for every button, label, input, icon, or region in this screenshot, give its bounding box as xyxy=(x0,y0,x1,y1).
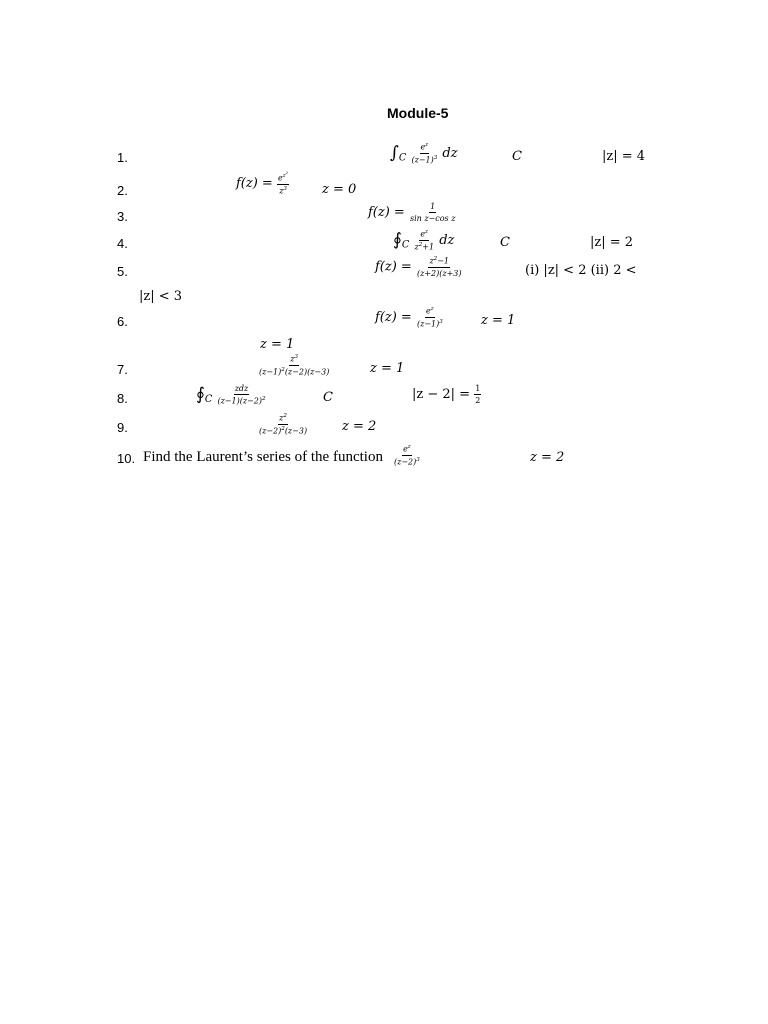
q1-fraction xyxy=(410,142,438,165)
q4-denominator: $z^2+1$ xyxy=(414,241,435,252)
q10-denominator: $(z-2)^3$ xyxy=(394,456,420,467)
item-number-1: 1. xyxy=(117,150,128,165)
q5-region-part2: |z| < 3 xyxy=(139,289,183,304)
q1-numerator: $e^z$ xyxy=(420,142,430,154)
q9-point: z = 2 xyxy=(342,419,377,434)
item-number-4: 4. xyxy=(117,236,128,251)
q3-fraction xyxy=(409,202,456,223)
q4-circle: |z| = 2 xyxy=(590,235,634,250)
q4-fraction xyxy=(413,229,435,252)
q7-fraction xyxy=(258,354,330,377)
page-title: Module-5 xyxy=(387,105,449,121)
q6-function xyxy=(375,306,444,329)
q5-function xyxy=(375,256,462,278)
q1-circle: |z| = 4 xyxy=(602,149,646,164)
q4-numerator: $e^z$ xyxy=(419,229,429,241)
q1-integral: $\int_C$ $\frac{e^z}{(z-1)^3}$ dz xyxy=(390,142,458,165)
q3-function xyxy=(368,202,456,223)
q9-fraction xyxy=(258,413,308,436)
q6-point-line2: z = 1 xyxy=(260,337,295,352)
q1-denominator: $(z-1)^3$ xyxy=(411,154,438,165)
q9-denominator: $(z-2)^2(z-3)$ xyxy=(259,425,308,436)
q7-numerator: $z^3$ xyxy=(289,354,299,366)
q3-fz-label: f(z) = xyxy=(368,205,405,221)
q6-fz-label: f(z) = xyxy=(375,309,412,325)
q8-half-denominator: 2 xyxy=(475,396,481,406)
item-number-7: 7. xyxy=(117,362,128,377)
q10-fraction xyxy=(393,444,421,467)
q8-circle-label: |z − 2| = xyxy=(412,387,471,403)
q8-half-numerator: 1 xyxy=(474,384,481,395)
q8-integral: $∮_C$ $\frac{\text{zdz}}{(z-1)(z-2)^2}$ xyxy=(196,384,266,406)
q2-function xyxy=(236,171,289,196)
item-number-3: 3. xyxy=(117,209,128,224)
item-number-9: 9. xyxy=(117,420,128,435)
q7-function xyxy=(258,354,330,377)
item-number-6: 6. xyxy=(117,314,128,329)
item-number-5: 5. xyxy=(117,264,128,279)
item-number-10: 10. xyxy=(117,451,136,466)
q9-numerator: $z^2$ xyxy=(278,413,288,425)
q8-contour-c: C xyxy=(323,390,333,405)
q7-point: z = 1 xyxy=(370,361,405,376)
q2-fz-label: f(z) = xyxy=(236,175,273,191)
q4-dz: dz xyxy=(439,232,455,248)
q5-region-part1: (i) |z| < 2 (ii) 2 < xyxy=(525,263,637,278)
q2-point: z = 0 xyxy=(322,182,357,197)
q7-denominator: $(z-1)^2(z-2)(z-3)$ xyxy=(259,366,330,377)
q6-denominator: $(z-1)^3$ xyxy=(416,318,443,329)
q1-dz: dz xyxy=(442,145,458,161)
q5-denominator: (z+2)(z+3) xyxy=(416,268,462,278)
q6-point: z = 1 xyxy=(481,313,516,328)
q5-numerator: $z^2-1$ xyxy=(428,256,450,268)
q10-point: z = 2 xyxy=(530,450,565,465)
q2-numerator: $e^{z^2}$ xyxy=(277,171,289,185)
q8-numerator: zdz xyxy=(234,384,250,395)
q8-circle xyxy=(412,384,481,405)
q9-function xyxy=(258,413,308,436)
q2-fraction xyxy=(277,171,289,196)
q4-integral: $∮_C$ $\frac{e^z}{z^2+1}$ dz xyxy=(393,229,455,252)
q3-denominator: sin z−cos z xyxy=(409,214,456,224)
q5-fraction xyxy=(416,256,463,278)
q10-function xyxy=(393,444,421,467)
q4-contour-c: C xyxy=(500,235,510,250)
q8-half xyxy=(474,384,481,405)
q3-numerator: 1 xyxy=(429,202,436,213)
q6-fraction xyxy=(416,306,444,329)
q5-fz-label: f(z) = xyxy=(375,259,412,275)
q2-denominator: $z^3$ xyxy=(279,185,287,196)
item-number-2: 2. xyxy=(117,183,128,198)
q1-contour-c: C xyxy=(512,149,522,164)
q10-numerator: $e^z$ xyxy=(402,444,412,456)
item-number-8: 8. xyxy=(117,391,128,406)
q6-numerator: $e^z$ xyxy=(425,306,435,318)
q10-text: Find the Laurent’s series of the function xyxy=(143,449,383,465)
q8-fraction xyxy=(216,384,266,406)
q8-denominator: $(z-1)(z-2)^2$ xyxy=(217,396,266,406)
